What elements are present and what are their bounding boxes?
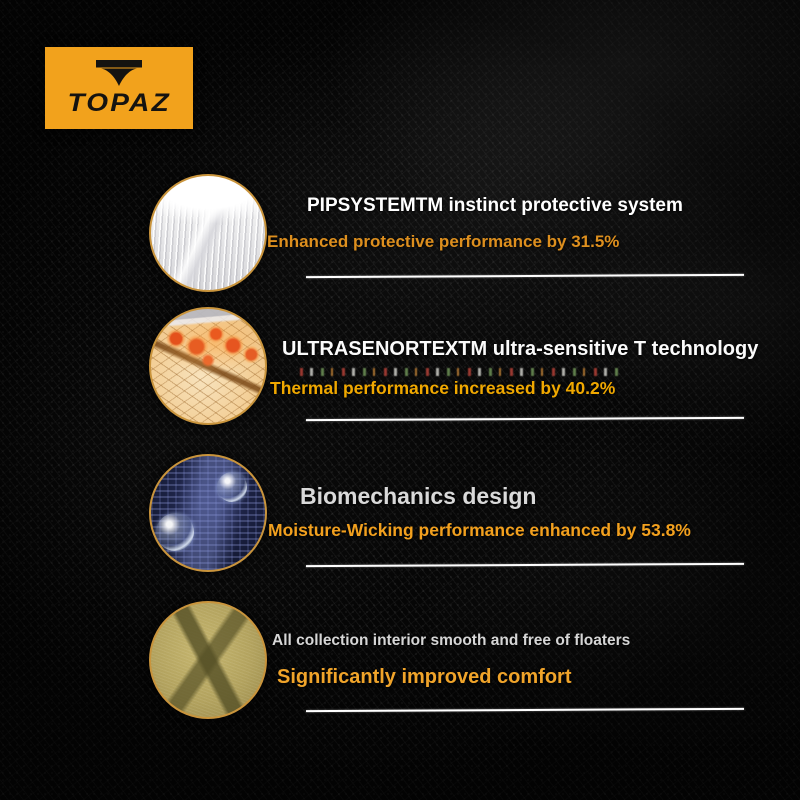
feature-subtitle: Thermal performance increased by 40.2% <box>270 378 616 398</box>
water-droplet-icon <box>156 513 194 551</box>
feature-subtitle: Significantly improved comfort <box>277 666 572 688</box>
feature-image-white-fibers <box>149 174 267 292</box>
mountain-t-icon <box>93 60 145 88</box>
feature-title: ULTRASENORTEXTM ultra-sensitive T technology <box>282 338 759 360</box>
feature-subtitle: Enhanced protective performance by 31.5% <box>267 232 620 251</box>
brand-name: TOPAZ <box>67 89 171 117</box>
feature-image-olive-fabric-cross <box>149 601 267 719</box>
feature-subtitle: Moisture-Wicking performance enhanced by 53.8% <box>268 520 691 540</box>
feature-image-blue-knit-droplets <box>149 454 267 572</box>
brand-logo <box>45 47 193 129</box>
feature-image-thermal-cells <box>149 307 267 425</box>
feature-title: All collection interior smooth and free of floaters <box>272 632 631 649</box>
water-droplet-icon <box>217 472 247 502</box>
feature-title: Biomechanics design <box>300 483 537 509</box>
fabric-fleck-strip <box>300 368 622 376</box>
feature-title: PIPSYSTEMTM instinct protective system <box>307 195 683 216</box>
